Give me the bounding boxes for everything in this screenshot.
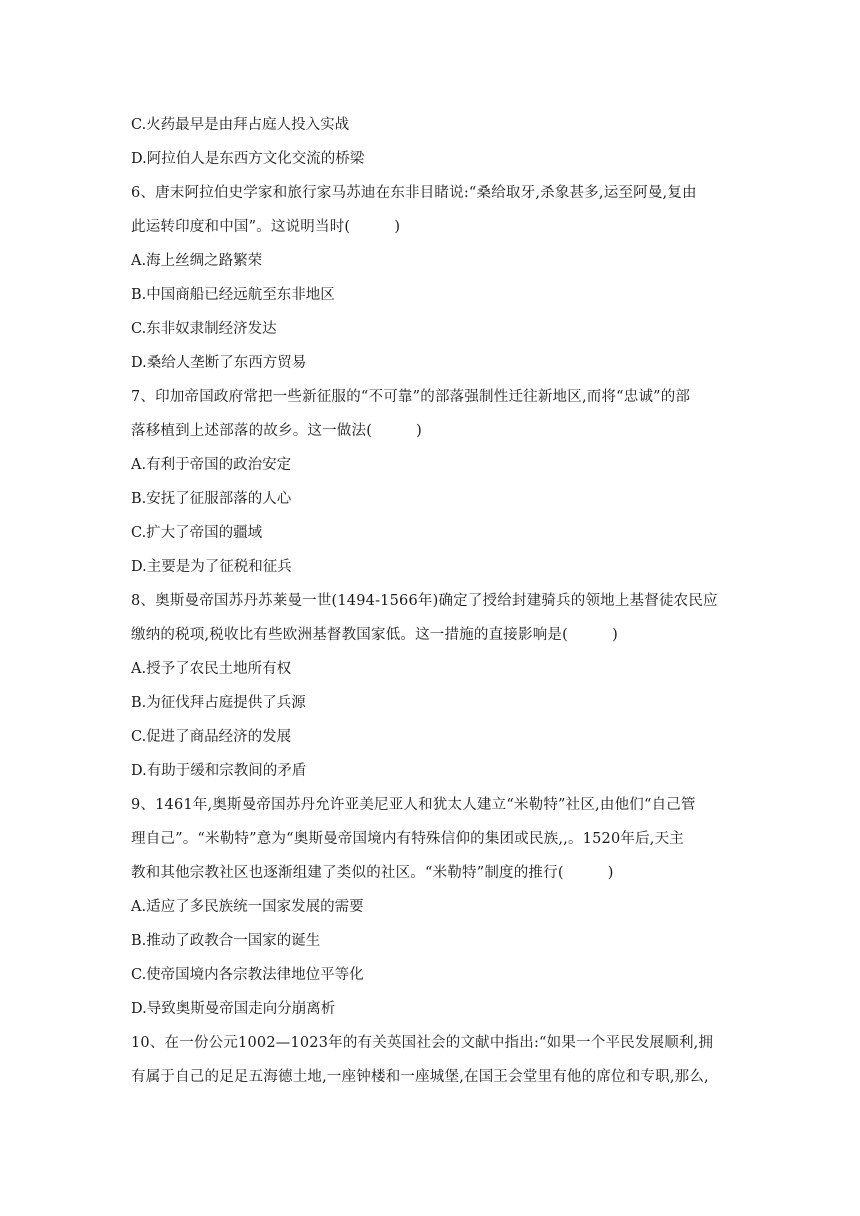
question-10 [131, 1026, 731, 1094]
question-7 [131, 380, 731, 584]
stem-line: 此运转印度和中国”。这说明当时( ) [131, 219, 401, 235]
stem-line: 6、唐末阿拉伯史学家和旅行家马苏迪在东非目睹说:“桑给取牙,杀象甚多,运至阿曼,复由 [131, 185, 697, 201]
option-a: A.海上丝绸之路繁荣 [131, 253, 263, 269]
stem-line: 理自己”。“米勒特”意为“奥斯曼帝国境内有特殊信仰的集团或民族,,。1520年后,天主 [131, 831, 684, 847]
option-b: B.中国商船已经远航至东非地区 [131, 287, 335, 303]
option-d: D.导致奥斯曼帝国走向分崩离析 [131, 1001, 336, 1017]
stem-line: 9、1461年,奥斯曼帝国苏丹允许亚美尼亚人和犹太人建立“米勒特”社区,由他们“自己管 [131, 797, 696, 813]
option-a: A.有利于帝国的政治安定 [131, 457, 292, 473]
option-b: B.推动了政教合一国家的诞生 [131, 933, 321, 949]
stem-line: 教和其他宗教社区也逐渐组建了类似的社区。“米勒特”制度的推行( ) [131, 865, 614, 881]
option-a: A.授予了农民土地所有权 [131, 661, 292, 677]
question-stem [131, 1026, 731, 1094]
option-d: D.主要是为了征税和征兵 [131, 559, 292, 575]
question-9 [131, 788, 731, 1026]
question-6 [131, 176, 731, 380]
stem-line: 10、在一份公元1002—1023年的有关英国社会的文献中指出:“如果一个平民发展顺利,拥 [131, 1035, 714, 1051]
stem-line: 8、奥斯曼帝国苏丹苏莱曼一世(1494-1566年)确定了授给封建骑兵的领地上基督徒农民应 [131, 593, 718, 609]
option-a: A.适应了多民族统一国家发展的需要 [131, 899, 364, 915]
stem-line: 落移植到上述部落的故乡。这一做法( ) [131, 423, 423, 439]
option-c: C.促进了商品经济的发展 [131, 729, 292, 745]
question-stem [131, 788, 731, 890]
stem-line: 缴纳的税项,税收比有些欧洲基督教国家低。这一措施的直接影响是( ) [131, 627, 618, 643]
question-stem [131, 584, 731, 652]
option-c: C.东非奴隶制经济发达 [131, 321, 277, 337]
stem-line: 有属于自己的足足五海德土地,一座钟楼和一座城堡,在国王会堂里有他的席位和专职,那么, [131, 1069, 709, 1085]
option-d: D.有助于缓和宗教间的矛盾 [131, 763, 307, 779]
question-stem [131, 176, 731, 244]
question-8 [131, 584, 731, 788]
option-b: B.安抚了征服部落的人心 [131, 491, 292, 507]
option-line: C.火药最早是由拜占庭人投入实战 [131, 117, 350, 133]
document-content [131, 108, 731, 1094]
option-d: D.桑给人垄断了东西方贸易 [131, 355, 307, 371]
option-c: C.扩大了帝国的疆域 [131, 525, 263, 541]
option-c: C.使帝国境内各宗教法律地位平等化 [131, 967, 364, 983]
option-line: D.阿拉伯人是东西方文化交流的桥梁 [131, 151, 365, 167]
stem-line: 7、印加帝国政府常把一些新征服的“不可靠”的部落强制性迁往新地区,而将“忠诚”的部 [131, 389, 691, 405]
option-b: B.为征伐拜占庭提供了兵源 [131, 695, 306, 711]
question-stem [131, 380, 731, 448]
